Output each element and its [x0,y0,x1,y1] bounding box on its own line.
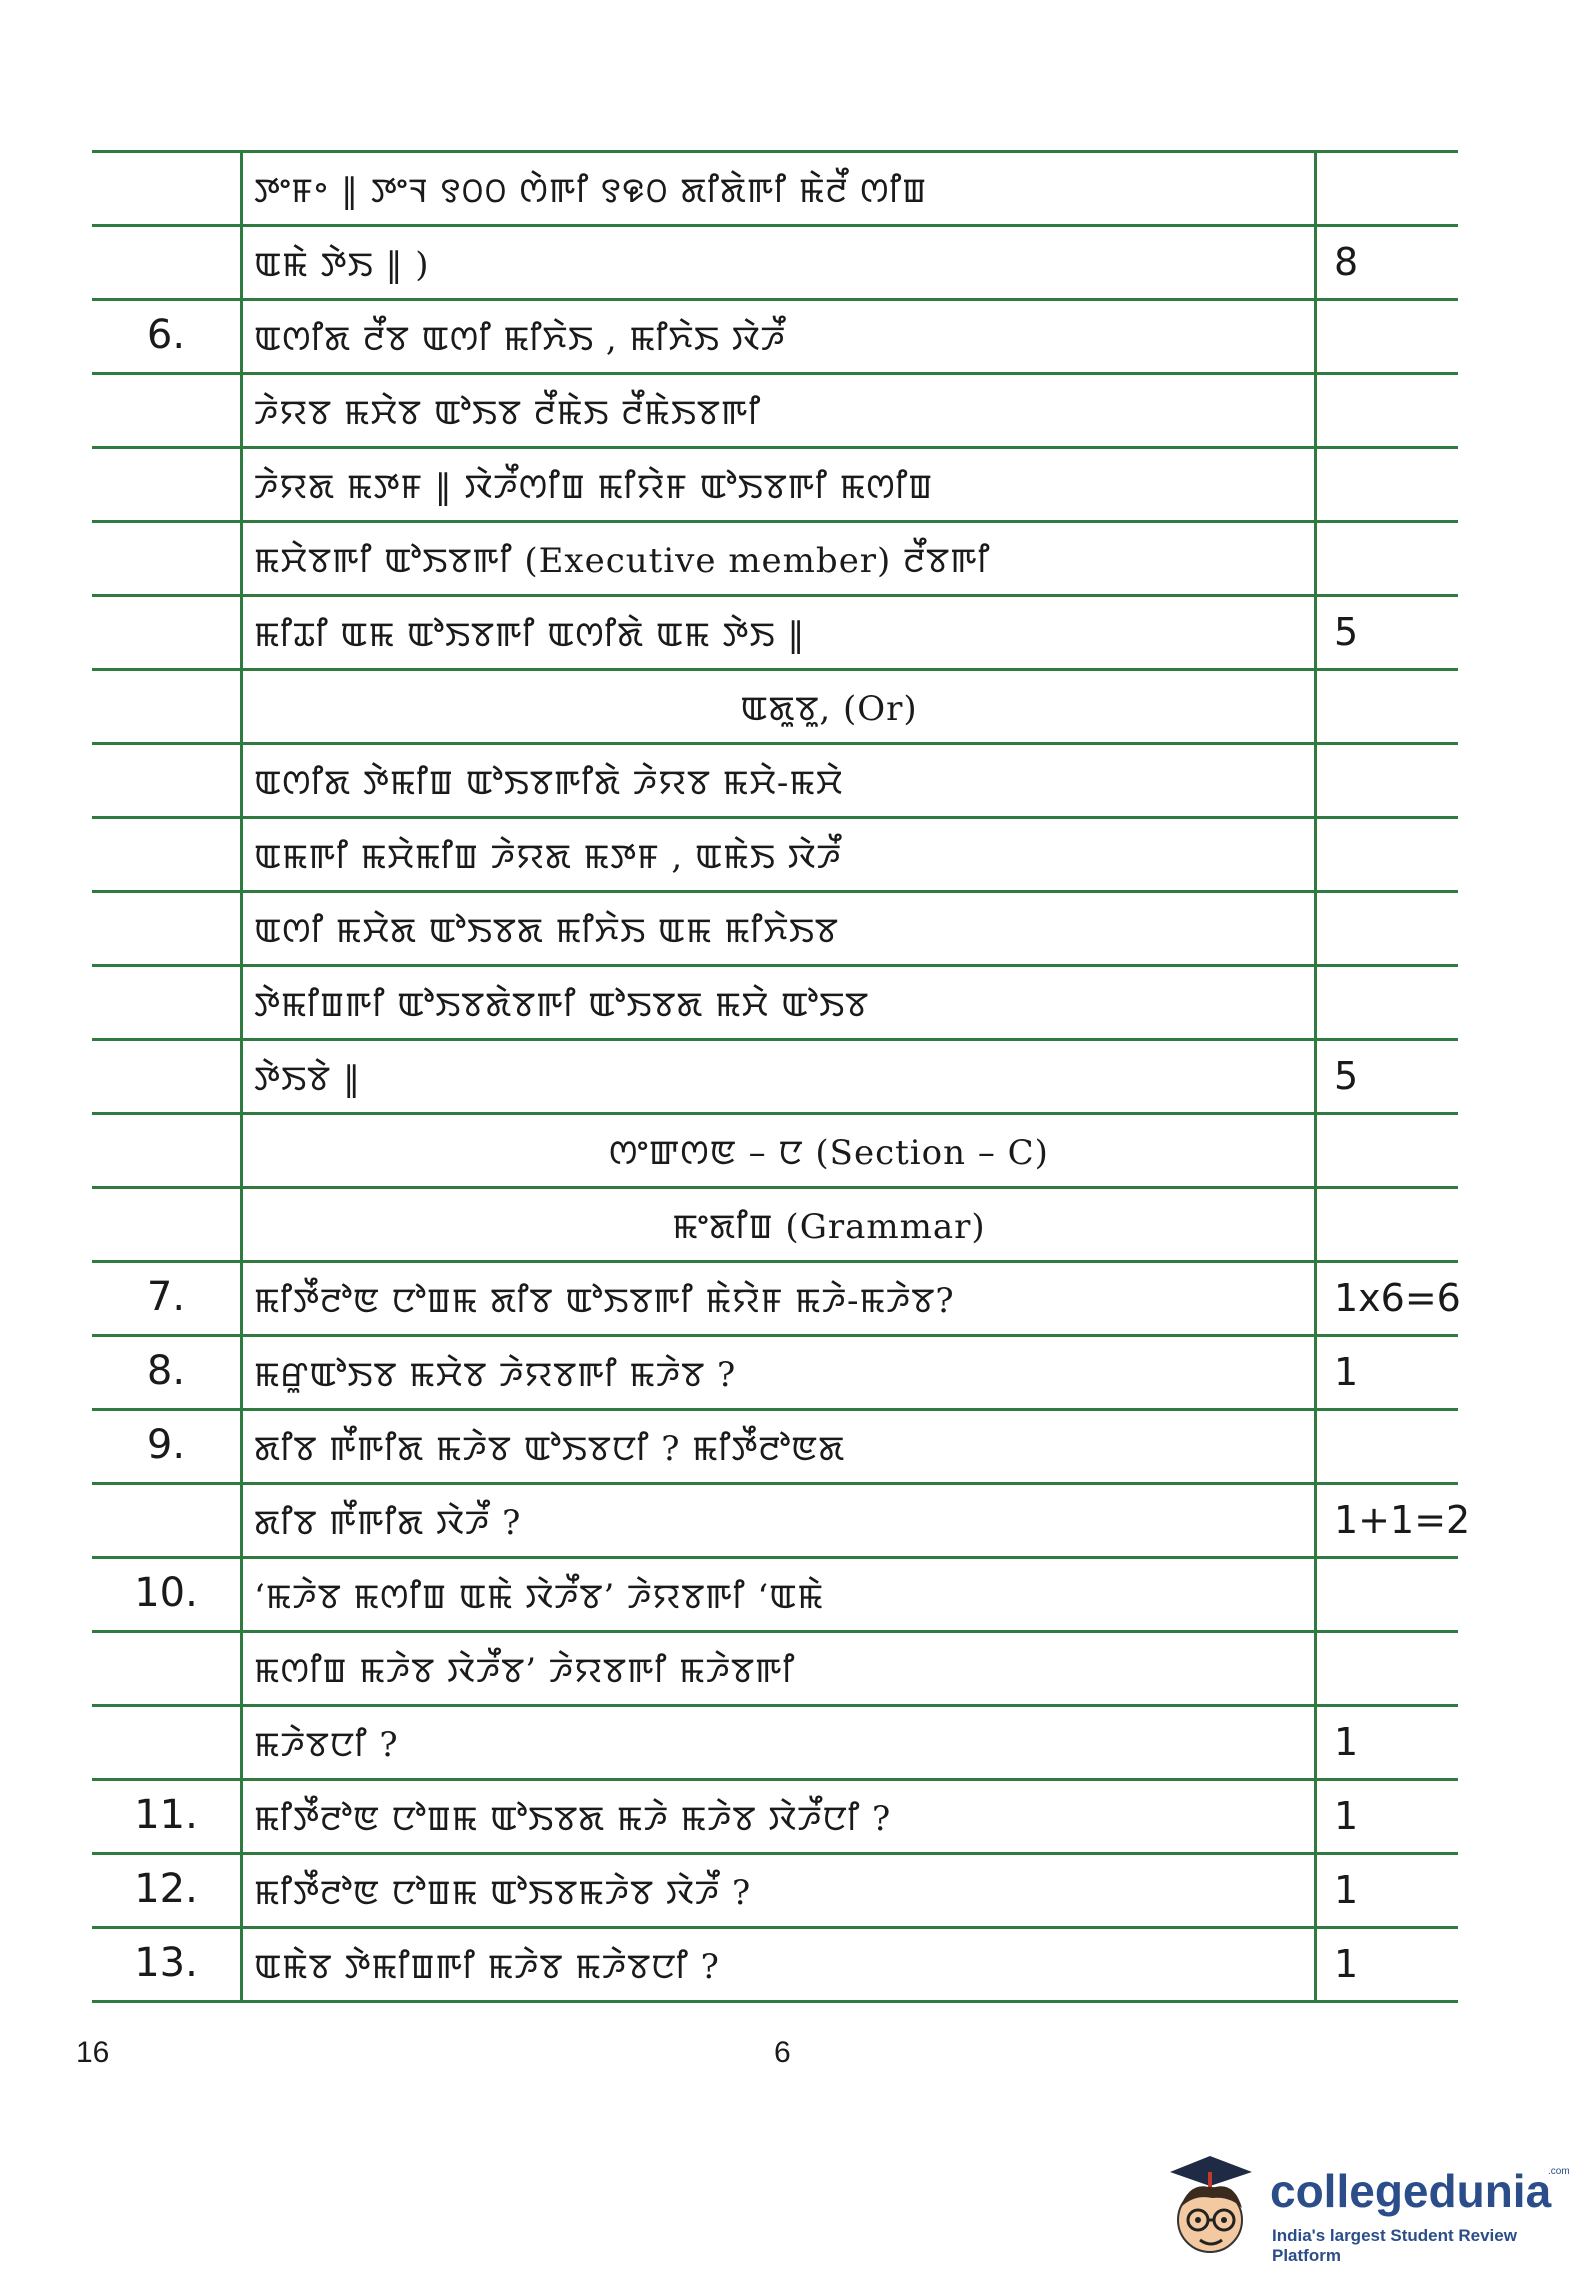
ruled-line [92,1556,1458,1559]
ruled-line [92,1112,1458,1115]
answer-line: ꯇꯦꯝ॰ ‖ ꯇꯦꯜ ꯱꯰꯰ ꯁꯥꯒꯤ ꯱꯶꯰ ꯗꯤꯗꯥꯒꯤ ꯃꯥꯂꯩ ꯁꯤꯡ [254,171,928,211]
number-column-divider [240,150,243,2000]
question-number: 6. [146,312,186,358]
question-number: 13. [134,1940,198,1986]
marks-value: 1x6=6 [1334,1276,1461,1320]
marks-value: 1+1=2 [1334,1498,1471,1542]
question-number: 12. [134,1866,198,1912]
ruled-line [92,668,1458,671]
answer-line: ꯃꯤꯇꯩꯂꯣꯟ ꯅꯣꯡꯃ ꯑꯣꯏꯕꯗ ꯃꯍꯥ ꯃꯍꯥꯕ ꯋꯥꯍꯩꯅꯤ ? [254,1799,892,1839]
ruled-line [92,1334,1458,1337]
question-number: 9. [146,1422,186,1468]
marks-value: 1 [1334,1794,1359,1838]
marks-value: 1 [1334,1942,1359,1986]
page-number: 6 [774,2036,791,2069]
ruled-line [92,372,1458,375]
ruled-line [92,1482,1458,1485]
answer-line: ꯃꯤꯇꯩꯂꯣꯟ ꯅꯣꯡꯃ ꯗꯤꯕ ꯑꯣꯏꯕꯒꯤ ꯃꯥꯌꯥꯝ ꯃꯍꯥ-ꯃꯍꯥꯕ? [254,1281,955,1321]
page-code: 16 [76,2036,110,2069]
answer-line: ꯇꯥꯃꯤꯡꯒꯤ ꯑꯣꯏꯕꯗꯥꯕꯒꯤ ꯑꯣꯏꯕꯗ ꯃꯆꯥ ꯑꯣꯏꯕ [254,985,870,1025]
mascot-icon [1160,2150,1260,2270]
question-number: 7. [146,1274,186,1320]
answer-line: ꯑꯃꯥ ꯇꯥꯏ ‖ ) [254,245,430,285]
ruled-line [92,150,1458,153]
ruled-line [92,520,1458,523]
answer-line: ꯗꯤꯕ ꯒꯩꯒꯤꯗ ꯋꯥꯍꯩ ? [254,1503,522,1543]
ruled-line [92,594,1458,597]
answer-line: ꯇꯥꯏꯕꯥ ‖ [254,1059,361,1099]
answer-line: ꯃꯁꯤꯡ ꯃꯍꯥꯕ ꯋꯥꯍꯩꯕ’ ꯍꯥꯌꯕꯒꯤ ꯃꯍꯥꯕꯒꯤ [254,1651,796,1691]
ruled-line [92,816,1458,819]
ruled-line [92,1630,1458,1633]
marks-value: 5 [1334,1054,1359,1098]
answer-line: ꯑꯁꯤ ꯃꯆꯥꯗ ꯑꯣꯏꯕꯗ ꯃꯤꯈꯥꯏ ꯑꯃ ꯃꯤꯈꯥꯏꯕ [254,911,839,951]
answer-line: ꯑꯃꯥꯕ ꯇꯥꯃꯤꯡꯒꯤ ꯃꯍꯥꯕ ꯃꯍꯥꯕꯅꯤ ? [254,1947,720,1987]
question-number: 11. [134,1792,198,1838]
ruled-line [92,742,1458,745]
answer-line: ꯃꯆꯥꯕꯒꯤ ꯑꯣꯏꯕꯒꯤ (Executive member) ꯂꯩꯕꯒꯤ [254,541,991,581]
answer-line: ꯍꯥꯌꯗ ꯃꯇꯝ ‖ ꯋꯥꯍꯩꯁꯤꯡ ꯃꯤꯌꯥꯝ ꯑꯣꯏꯕꯒꯤ ꯃꯁꯤꯡ [254,467,934,507]
question-number: 10. [134,1570,198,1616]
brand-tagline: India's largest Student Review Platform [1272,2226,1517,2265]
answer-line: ꯍꯥꯌꯕ ꯃꯆꯥꯕ ꯑꯣꯏꯕ ꯂꯩꯃꯥꯏ ꯂꯩꯃꯥꯏꯕꯒꯤ [254,393,762,433]
ruled-line [92,964,1458,967]
answer-sheet [92,150,1471,2004]
question-number: 8. [146,1348,186,1394]
ruled-line [92,446,1458,449]
marks-value: 1 [1334,1720,1359,1764]
ruled-line [92,2000,1458,2003]
marks-value: 5 [1334,610,1359,654]
answer-line: ꯃꯔꯨꯑꯣꯏꯕ ꯃꯆꯥꯕ ꯍꯥꯌꯕꯒꯤ ꯃꯍꯥꯕ ? [254,1355,737,1395]
ruled-line [92,1704,1458,1707]
ruled-line [92,1260,1458,1263]
answer-line: ꯁꯦꯛꯁꯟ – ꯅ (Section – C) [609,1133,1049,1173]
answer-line: ꯑꯁꯤꯗ ꯂꯩꯕ ꯑꯁꯤ ꯃꯤꯈꯥꯏ , ꯃꯤꯈꯥꯏ ꯋꯥꯍꯩ [254,319,787,359]
answer-line: ‘ꯃꯍꯥꯕ ꯃꯁꯤꯡ ꯑꯃꯥ ꯋꯥꯍꯩꯕ’ ꯍꯥꯌꯕꯒꯤ ‘ꯑꯃꯥ [254,1577,824,1617]
ruled-line [92,1408,1458,1411]
answer-line: ꯑꯁꯤꯗ ꯇꯥꯃꯤꯡ ꯑꯣꯏꯕꯒꯤꯗꯥ ꯍꯥꯌꯕ ꯃꯆꯥ-ꯃꯆꯥ [254,763,844,803]
ruled-line [92,298,1458,301]
brand-name: collegedunia [1270,2165,1552,2217]
answer-line: ꯃꯤꯇꯩꯂꯣꯟ ꯅꯣꯡꯃ ꯑꯣꯏꯕꯃꯍꯥꯕ ꯋꯥꯍꯩ ? [254,1873,752,1913]
ruled-line [92,1852,1458,1855]
answer-line: ꯃꯍꯥꯕꯅꯤ ? [254,1725,399,1765]
answer-line: ꯑꯗꯨꯕꯨ, (Or) [740,689,918,729]
answer-line: ꯗꯤꯕ ꯒꯩꯒꯤꯗ ꯃꯍꯥꯕ ꯑꯣꯏꯕꯅꯤ ? ꯃꯤꯇꯩꯂꯣꯟꯗ [254,1429,846,1469]
marks-value: 1 [1334,1868,1359,1912]
ruled-line [92,224,1458,227]
collegedunia-logo[interactable] [1160,2150,1570,2270]
answer-line: ꯃꯤꯊꯤ ꯑꯃ ꯑꯣꯏꯕꯒꯤ ꯑꯁꯤꯗꯥ ꯑꯃ ꯇꯥꯏ ‖ [254,615,806,655]
brand-domain: .com [1548,2166,1570,2177]
marks-value: 8 [1334,240,1359,284]
answer-line: ꯃꯦꯗꯤꯡ (Grammar) [672,1207,986,1247]
ruled-line [92,1926,1458,1929]
ruled-line [92,1778,1458,1781]
ruled-line [92,890,1458,893]
marks-value: 1 [1334,1350,1359,1394]
answer-line: ꯑꯃꯒꯤ ꯃꯆꯥꯃꯤꯡ ꯍꯥꯌꯗ ꯃꯇꯝ , ꯑꯃꯥꯏ ꯋꯥꯍꯩ [254,837,842,877]
ruled-line [92,1038,1458,1041]
ruled-line [92,1186,1458,1189]
